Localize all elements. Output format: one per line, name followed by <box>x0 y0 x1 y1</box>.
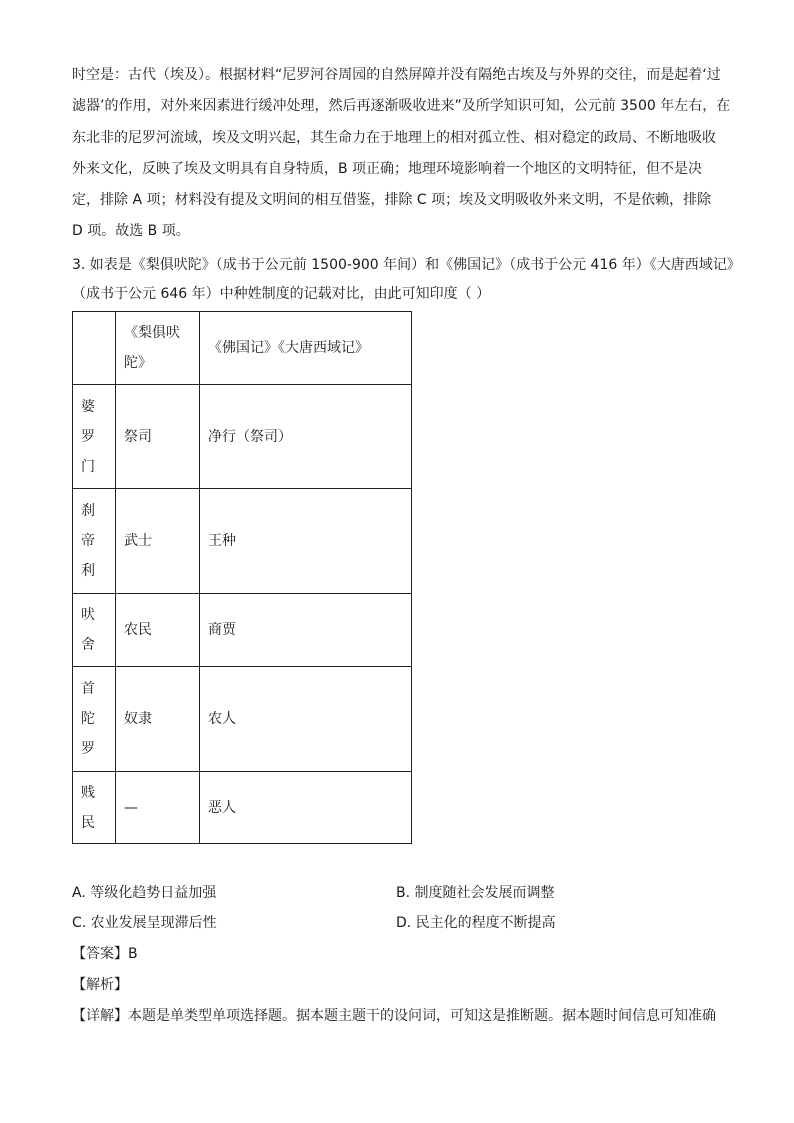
analysis-label: 【解析】 <box>72 977 128 993</box>
text-line: 滤器’的作用，对外来因素进行缓冲处理，然后再逐渐吸收进来”及所学知识可知，公元前 3500 年左右，在 <box>72 98 731 115</box>
table-row <box>73 772 412 844</box>
table-cell: 商贾 <box>200 594 412 667</box>
table-cell <box>73 489 116 594</box>
table-cell: 武士 <box>116 489 200 594</box>
question-stem-line-2: （成书于公元 646 年）中种姓制度的记载对比，由此可知印度（ ） <box>72 286 491 302</box>
table-row <box>73 667 412 772</box>
answer-label: 【答案】B <box>72 946 138 962</box>
question-stem-line-1: 3. 如表是《梨俱吠陀》（成书于公元前 1500-900 年间）和《佛国记》（成书于公元 416 年）《大唐西域记》 <box>72 257 741 273</box>
caste-name: 贱民 <box>81 784 95 831</box>
caste-name: 婆罗门 <box>81 398 95 475</box>
table-cell: 祭司 <box>116 385 200 489</box>
table-cell: 净行（祭司） <box>200 385 412 489</box>
text-line: 东北非的尼罗河流域，埃及文明兴起，其生命力在于地理上的相对孤立性、相对稳定的政局、不断地吸收 <box>72 129 716 146</box>
table-cell: 农人 <box>200 667 412 772</box>
table-row <box>73 385 412 489</box>
text-line: 时空是：古代（埃及）。根据材料“尼罗河谷周园的自然屏障并没有隔绝古埃及与外界的交往，而是起着‘过 <box>72 67 721 83</box>
table-cell: 农民 <box>116 594 200 667</box>
header-text: 《梨俱吠陀》 <box>124 325 180 371</box>
table-cell: 奴隶 <box>116 667 200 772</box>
text-line: D 项。故选 B 项。 <box>72 223 190 240</box>
analysis-paragraph-q2 <box>72 60 731 248</box>
table-cell <box>73 667 116 772</box>
table-row <box>73 594 412 667</box>
detail-text: 【详解】本题是单类型单项选择题。据本题主题干的设问词，可知这是推断题。据本题时间信息可知准确 <box>72 1008 716 1024</box>
caste-name: 刹帝利 <box>81 503 95 579</box>
table-cell: 恶人 <box>200 772 412 844</box>
caste-comparison-table <box>72 311 412 844</box>
table-header-cell <box>73 312 116 385</box>
option-c: C. 农业发展呈现滞后性 <box>72 915 217 931</box>
caste-name: 首陀罗 <box>81 681 95 757</box>
table-header-row <box>73 312 412 385</box>
table-header-cell <box>116 312 200 385</box>
option-b: B. 制度随社会发展而调整 <box>396 885 555 901</box>
table-row <box>73 489 412 594</box>
text-line: 定，排除 A 项；材料没有提及文明间的相互借鉴，排除 C 项；埃及文明吸收外来文明，不是依赖，排除 <box>72 192 712 209</box>
table-cell: 王种 <box>200 489 412 594</box>
option-d: D. 民主化的程度不断提高 <box>396 915 556 931</box>
text-line: 外来文化，反映了埃及文明具有自身特质，B 项正确；地理环境影响着一个地区的文明特征，但不是决 <box>72 160 703 177</box>
table-header-cell: 《佛国记》《大唐西域记》 <box>200 312 412 385</box>
table-cell <box>73 772 116 844</box>
table-cell <box>73 594 116 667</box>
table-cell <box>73 385 116 489</box>
table-cell: — <box>116 772 200 844</box>
caste-name: 吠舍 <box>81 607 95 653</box>
option-a: A. 等级化趋势日益加强 <box>72 885 217 901</box>
